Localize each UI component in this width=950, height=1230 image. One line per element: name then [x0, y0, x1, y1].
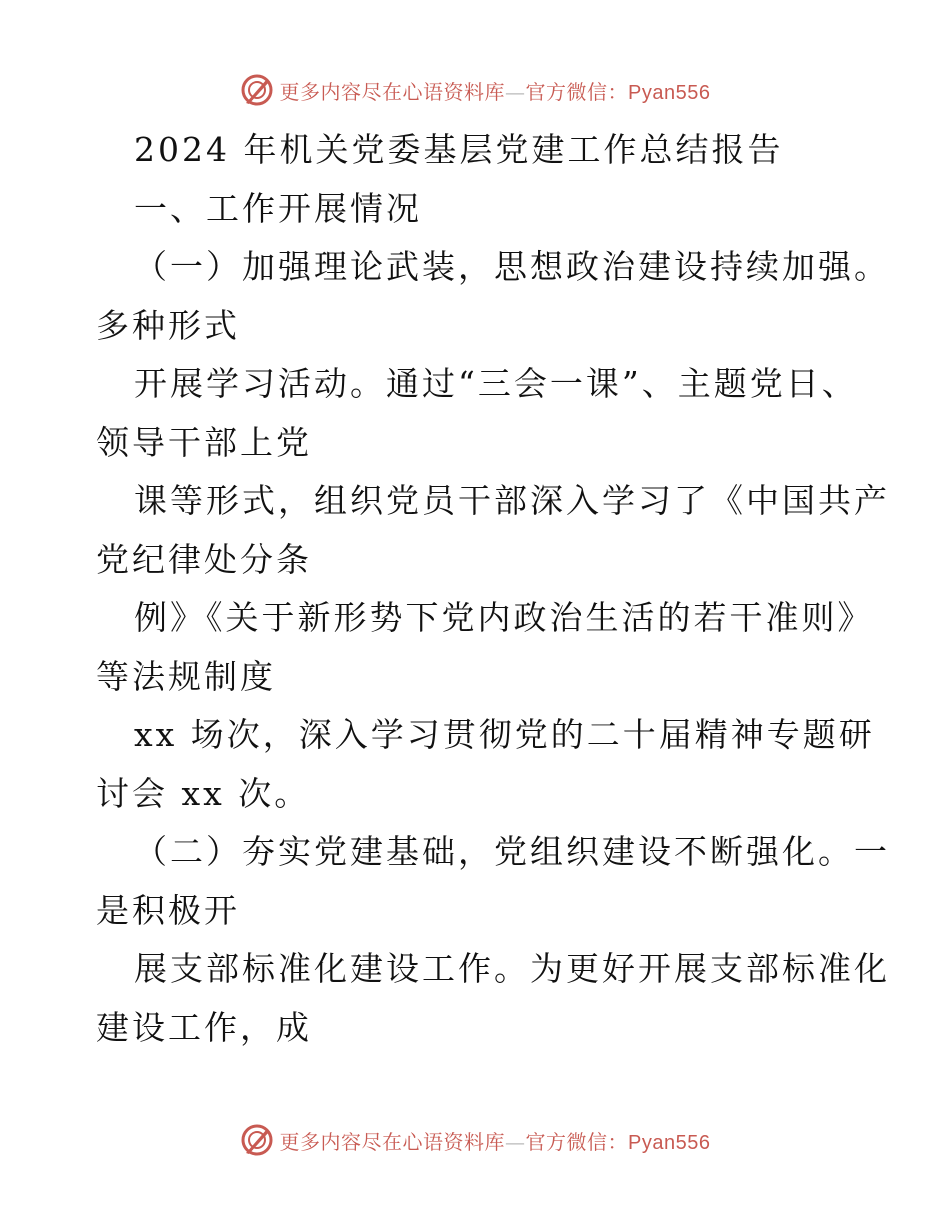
section-heading: 一、工作开展情况	[134, 188, 422, 228]
watermark-separator: —	[505, 1129, 526, 1154]
watermark-account-id: Pyan556	[628, 1131, 711, 1154]
paragraph-line: xx 场次，深入学习贯彻党的二十届精神专题研	[134, 715, 875, 754]
watermark-caption	[280, 1126, 711, 1155]
paragraph-line: 等法规制度	[96, 656, 276, 696]
document-title: 2024 年机关党委基层党建工作总结报告	[134, 130, 784, 169]
paragraph-line: 建设工作，成	[96, 1007, 312, 1047]
document-body	[96, 121, 890, 1057]
paragraph-line: 展支部标准化建设工作。为更好开展支部标准化	[134, 949, 890, 988]
paragraph-line: 例》《关于新形势下党内政治生活的若干准则》	[134, 598, 874, 637]
watermark-separator: —	[505, 79, 526, 104]
watermark-account-label: 官方微信：	[525, 79, 629, 104]
paragraph-line: 课等形式，组织党员干部深入学习了《中国共产	[134, 481, 890, 520]
watermark-caption	[280, 76, 711, 105]
watermark-account-label: 官方微信：	[525, 1129, 629, 1154]
paragraph-line: （二）夯实党建基础，党组织建设不断强化。一	[134, 832, 890, 871]
paragraph-line: （一）加强理论武装，思想政治建设持续加强。	[134, 247, 890, 286]
watermark-main-text: 更多内容尽在心语资料库	[279, 79, 506, 104]
quill-seal-logo-icon	[240, 73, 274, 107]
paragraph-line: 开展学习活动。通过“三会一课”、主题党日、	[134, 364, 858, 403]
footer-watermark	[0, 1120, 950, 1160]
paragraph-line: 多种形式	[96, 305, 240, 345]
watermark-account-id: Pyan556	[628, 81, 711, 104]
paragraph-line: 讨会 xx 次。	[96, 773, 311, 813]
header-watermark	[0, 70, 950, 110]
quill-seal-logo-icon	[240, 1123, 274, 1157]
paragraph-line: 是积极开	[96, 890, 240, 930]
watermark-main-text: 更多内容尽在心语资料库	[279, 1129, 506, 1154]
paragraph-line: 党纪律处分条	[96, 539, 312, 579]
paragraph-line: 领导干部上党	[96, 422, 312, 462]
